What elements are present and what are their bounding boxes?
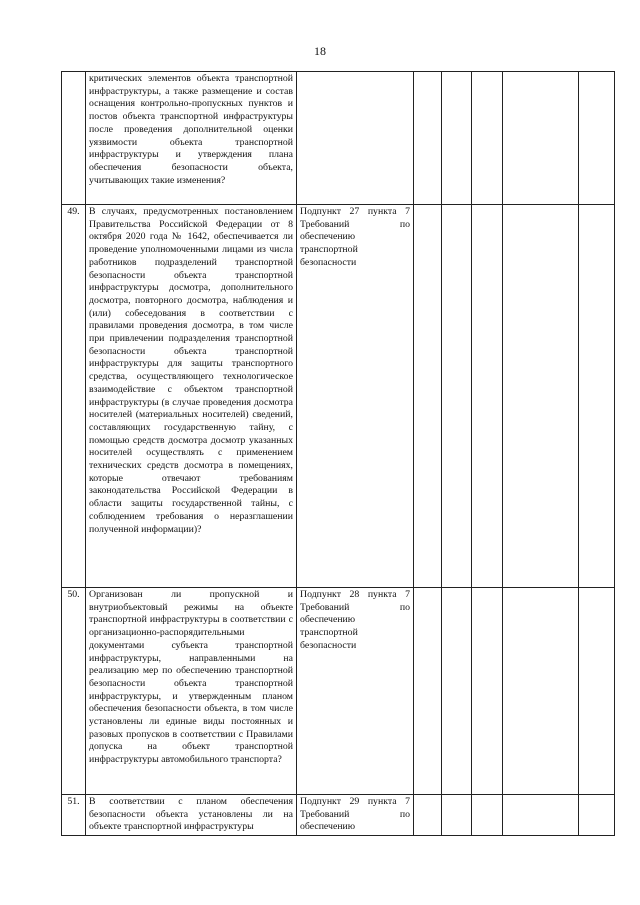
answer-cell	[472, 72, 503, 205]
table-row	[62, 72, 615, 205]
requirement-reference	[297, 72, 414, 205]
answer-cell	[442, 205, 472, 588]
row-number: 50.	[62, 588, 86, 795]
table-row	[62, 205, 615, 588]
answer-cell	[414, 72, 442, 205]
answer-cell	[503, 205, 579, 588]
answer-cell	[503, 588, 579, 795]
answer-cell	[503, 72, 579, 205]
table-row	[62, 795, 615, 836]
requirement-reference: Подпункт 28 пункта 7 Требований по обеспечению транспортной безопасности	[297, 588, 414, 795]
question-text: В случаях, предусмотренных постановлением Правительства Российской Федерации от 8 октября 2020 года № 1642, обеспечивается ли проведение уполномоченными лицами из числа работников подразделений транспортной безопасности объекта транспортной инфраструктуры досмотра, дополнительного досмотра, повторного досмотра, наблюдения и (или) собеседования в соответствии с правилами проведения досмотра, в том числе при привлечении подразделения транспортной безопасности объекта транспортной инфраструктуры для защиты транспортного средства, осуществляющего технологическое взаимодействие с объектом транспортной инфраструктуры (в случае проведения досмотра носителей (материальных носителей) сведений, составляющих государственную тайну, с помощью средств досмотра досмотр указанных носителей осуществлять с применением технических средств досмотра в помещениях, которые отвечают требованиям законодательства Российской Федерации в области защиты государственной тайны, с соблюдением требования о неразглашении полученной информации)?	[86, 205, 297, 588]
question-text: В соответствии с планом обеспечения безопасности объекта установлены ли на объекте транспортной инфраструктуры	[86, 795, 297, 836]
answer-cell	[472, 205, 503, 588]
row-number: 51.	[62, 795, 86, 836]
question-text: Организован ли пропускной и внутриобъектовый режимы на объекте транспортной инфраструктуры в соответствии с организационно-распорядительными документами субъекта транспортной инфраструктуры, направленными на реализацию мер по обеспечению транспортной безопасности объекта транспортной инфраструктуры, и утвержденным планом обеспечения безопасности объекта, в том числе установлены ли единые виды постоянных и разовых пропусков в соответствии с Правилами допуска на объект транспортной инфраструктуры автомобильного транспорта?	[86, 588, 297, 795]
row-number	[62, 72, 86, 205]
answer-cell	[414, 588, 442, 795]
answer-cell	[472, 795, 503, 836]
answer-cell	[579, 588, 615, 795]
page-number: 18	[314, 44, 326, 58]
answer-cell	[579, 72, 615, 205]
answer-cell	[442, 72, 472, 205]
table-row	[62, 588, 615, 795]
answer-cell	[472, 588, 503, 795]
answer-cell	[414, 795, 442, 836]
answer-cell	[503, 795, 579, 836]
row-number: 49.	[62, 205, 86, 588]
question-text: критических элементов объекта транспортной инфраструктуры, а также размещение и состав оснащения контрольно-пропускных пунктов и постов объекта транспортной инфраструктуры после проведения дополнительной оценки уязвимости объекта транспортной инфраструктуры и утверждения плана обеспечения безопасности объекта, учитывающих такие изменения?	[86, 72, 297, 205]
answer-cell	[442, 795, 472, 836]
answer-cell	[579, 205, 615, 588]
answer-cell	[442, 588, 472, 795]
requirement-reference: Подпункт 27 пункта 7 Требований по обеспечению транспортной безопасности	[297, 205, 414, 588]
checklist-table	[61, 71, 615, 836]
answer-cell	[579, 795, 615, 836]
answer-cell	[414, 205, 442, 588]
requirement-reference: Подпункт 29 пункта 7 Требований по обеспечению	[297, 795, 414, 836]
